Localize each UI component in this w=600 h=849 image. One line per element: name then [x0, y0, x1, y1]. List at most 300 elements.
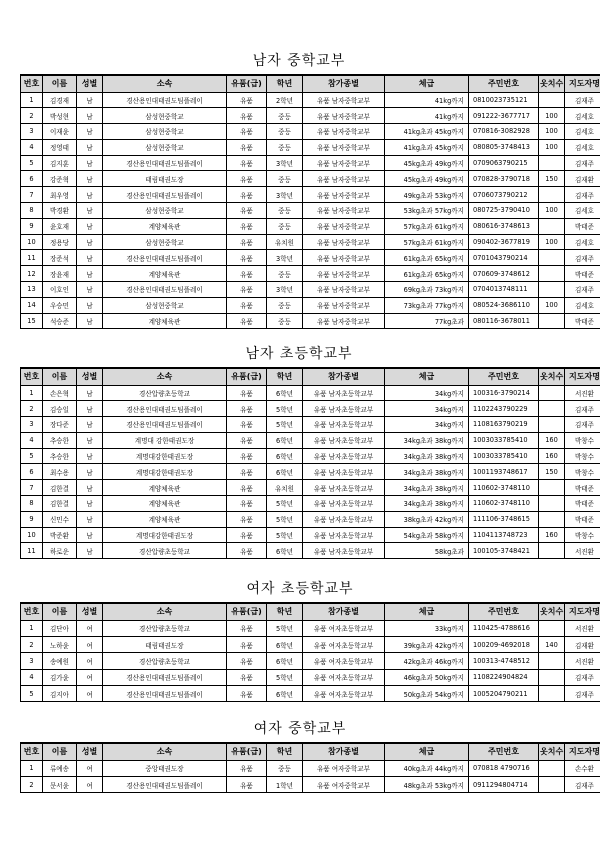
- cell-division: 유품 남자초등학교부: [303, 432, 385, 448]
- cell-weight: 34kg초과 38kg까지: [385, 496, 469, 512]
- cell-rank: 유품: [227, 92, 267, 108]
- cell-division: 유품 여자초등학교부: [303, 636, 385, 652]
- cell-size: [539, 282, 565, 298]
- cell-division: 유품 여자중학교부: [303, 760, 385, 776]
- cell-coach: 김재환: [565, 171, 600, 187]
- cell-weight: 34kg까지: [385, 401, 469, 417]
- cell-weight: 46kg초과 50kg까지: [385, 669, 469, 685]
- cell-gender: 여: [77, 636, 103, 652]
- header-weight: 체급: [385, 603, 469, 620]
- cell-weight: 42kg초과 46kg까지: [385, 653, 469, 669]
- cell-affiliation: 경산용인대태권도팀플레이: [103, 155, 227, 171]
- cell-number: 1: [21, 620, 43, 636]
- cell-name: 류예송: [43, 760, 77, 776]
- cell-gender: 남: [77, 432, 103, 448]
- cell-name: 윤호재: [43, 218, 77, 234]
- cell-id-number: 080805-3748413: [469, 139, 539, 155]
- cell-name: 문서윤: [43, 776, 77, 792]
- table-row: [21, 636, 600, 652]
- header-gender: 성별: [77, 368, 103, 385]
- cell-number: 14: [21, 297, 43, 313]
- cell-size: [539, 653, 565, 669]
- header-id-number: 주민번호: [469, 75, 539, 92]
- cell-grade: 중등: [267, 124, 303, 140]
- header-name: 이름: [43, 368, 77, 385]
- cell-name: 신민수: [43, 511, 77, 527]
- cell-grade: 중등: [267, 218, 303, 234]
- cell-affiliation: 삼성현중학교: [103, 234, 227, 250]
- roster-table: [20, 74, 600, 329]
- cell-size: [539, 92, 565, 108]
- cell-name: 장준석: [43, 250, 77, 266]
- header-division: 참가종별: [303, 603, 385, 620]
- table-row: [21, 417, 600, 433]
- cell-gender: 남: [77, 250, 103, 266]
- cell-id-number: 110602-3748110: [469, 480, 539, 496]
- cell-gender: 남: [77, 385, 103, 401]
- cell-affiliation: 계명대강한태권도장: [103, 527, 227, 543]
- cell-division: 유품 남자중학교부: [303, 282, 385, 298]
- table-row: [21, 527, 600, 543]
- cell-rank: 유품: [227, 234, 267, 250]
- cell-coach: 김재환: [565, 636, 600, 652]
- cell-size: 100: [539, 124, 565, 140]
- cell-division: 유품 남자초등학교부: [303, 448, 385, 464]
- cell-rank: 유품: [227, 464, 267, 480]
- cell-grade: 6학년: [267, 653, 303, 669]
- cell-rank: 유품: [227, 155, 267, 171]
- header-id-number: 주민번호: [469, 603, 539, 620]
- cell-number: 1: [21, 760, 43, 776]
- table-row: [21, 313, 600, 329]
- cell-size: 100: [539, 108, 565, 124]
- header-number: 번호: [21, 603, 43, 620]
- cell-id-number: 080524-3686110: [469, 297, 539, 313]
- cell-rank: 유품: [227, 108, 267, 124]
- cell-name: 노하윤: [43, 636, 77, 652]
- cell-id-number: 1003033785410: [469, 432, 539, 448]
- table-row: [21, 760, 600, 776]
- cell-affiliation: 계양체육관: [103, 496, 227, 512]
- header-gender: 성별: [77, 743, 103, 760]
- header-name: 이름: [43, 743, 77, 760]
- cell-coach: 박창수: [565, 448, 600, 464]
- cell-size: [539, 511, 565, 527]
- cell-weight: 34kg초과 38kg까지: [385, 480, 469, 496]
- cell-id-number: 070609-3748612: [469, 266, 539, 282]
- cell-id-number: 0706073790212: [469, 187, 539, 203]
- cell-division: 유품 여자초등학교부: [303, 653, 385, 669]
- cell-size: [539, 313, 565, 329]
- cell-affiliation: 계양체육관: [103, 218, 227, 234]
- cell-gender: 남: [77, 480, 103, 496]
- cell-name: 김한결: [43, 480, 77, 496]
- cell-number: 10: [21, 527, 43, 543]
- cell-gender: 남: [77, 266, 103, 282]
- cell-division: 유품 남자초등학교부: [303, 464, 385, 480]
- cell-number: 4: [21, 432, 43, 448]
- cell-affiliation: 태림태권도장: [103, 636, 227, 652]
- cell-division: 유품 남자중학교부: [303, 187, 385, 203]
- table-row: [21, 464, 600, 480]
- cell-weight: 39kg초과 42kg까지: [385, 636, 469, 652]
- cell-rank: 유품: [227, 124, 267, 140]
- section-title: 여자 중학교부: [253, 721, 347, 737]
- table-row: [21, 448, 600, 464]
- cell-affiliation: 계명대 강한태권도장: [103, 432, 227, 448]
- cell-rank: 유품: [227, 187, 267, 203]
- cell-weight: 34kg까지: [385, 417, 469, 433]
- cell-rank: 유품: [227, 669, 267, 685]
- table-row: [21, 108, 600, 124]
- cell-number: 9: [21, 218, 43, 234]
- cell-name: 하로운: [43, 543, 77, 559]
- cell-number: 11: [21, 250, 43, 266]
- cell-number: 8: [21, 203, 43, 219]
- cell-id-number: 0709063790215: [469, 155, 539, 171]
- cell-coach: 김세호: [565, 124, 600, 140]
- table-row: [21, 234, 600, 250]
- cell-weight: 57kg초과 61kg까지: [385, 218, 469, 234]
- cell-id-number: 0704013748111: [469, 282, 539, 298]
- cell-division: 유품 여자중학교부: [303, 776, 385, 792]
- cell-gender: 남: [77, 187, 103, 203]
- cell-gender: 여: [77, 653, 103, 669]
- cell-gender: 남: [77, 155, 103, 171]
- table-row: [21, 282, 600, 298]
- cell-size: [539, 760, 565, 776]
- cell-grade: 2학년: [267, 92, 303, 108]
- cell-name: 박성현: [43, 108, 77, 124]
- cell-size: 140: [539, 636, 565, 652]
- table-row: [21, 620, 600, 636]
- cell-grade: 6학년: [267, 686, 303, 702]
- cell-gender: 남: [77, 527, 103, 543]
- cell-size: 100: [539, 234, 565, 250]
- cell-rank: 유품: [227, 432, 267, 448]
- cell-rank: 유품: [227, 266, 267, 282]
- cell-coach: 박태준: [565, 480, 600, 496]
- cell-gender: 남: [77, 313, 103, 329]
- cell-name: 김승일: [43, 401, 77, 417]
- cell-gender: 남: [77, 218, 103, 234]
- cell-gender: 남: [77, 448, 103, 464]
- cell-number: 15: [21, 313, 43, 329]
- cell-gender: 남: [77, 401, 103, 417]
- cell-division: 유품 남자초등학교부: [303, 385, 385, 401]
- cell-size: [539, 686, 565, 702]
- header-weight: 체급: [385, 75, 469, 92]
- cell-grade: 6학년: [267, 432, 303, 448]
- cell-weight: 34kg까지: [385, 385, 469, 401]
- cell-rank: 유품: [227, 401, 267, 417]
- cell-gender: 여: [77, 620, 103, 636]
- cell-rank: 유품: [227, 480, 267, 496]
- cell-coach: 김재주: [565, 686, 600, 702]
- cell-coach: 김세호: [565, 297, 600, 313]
- cell-division: 유품 남자초등학교부: [303, 496, 385, 512]
- cell-rank: 유품: [227, 417, 267, 433]
- cell-number: 12: [21, 266, 43, 282]
- cell-weight: 53kg초과 57kg까지: [385, 203, 469, 219]
- table-row: [21, 496, 600, 512]
- cell-affiliation: 경산용인대태권도팀플레이: [103, 187, 227, 203]
- cell-size: 100: [539, 139, 565, 155]
- cell-number: 2: [21, 401, 43, 417]
- cell-affiliation: 경산용인대태권도팀플레이: [103, 669, 227, 685]
- header-gender: 성별: [77, 75, 103, 92]
- cell-number: 3: [21, 417, 43, 433]
- header-affiliation: 소속: [103, 75, 227, 92]
- cell-grade: 유치원: [267, 234, 303, 250]
- cell-division: 유품 남자초등학교부: [303, 527, 385, 543]
- cell-grade: 3학년: [267, 155, 303, 171]
- cell-coach: 김재주: [565, 417, 600, 433]
- cell-rank: 유품: [227, 760, 267, 776]
- cell-grade: 6학년: [267, 464, 303, 480]
- cell-division: 유품 남자중학교부: [303, 234, 385, 250]
- cell-number: 1: [21, 385, 43, 401]
- cell-affiliation: 경산용인대태권도팀플레이: [103, 92, 227, 108]
- cell-coach: 박태준: [565, 266, 600, 282]
- header-size: 옷치수: [539, 603, 565, 620]
- cell-coach: 김재주: [565, 155, 600, 171]
- cell-division: 유품 남자초등학교부: [303, 543, 385, 559]
- roster-table: [20, 602, 600, 702]
- cell-grade: 1학년: [267, 776, 303, 792]
- cell-grade: 중등: [267, 139, 303, 155]
- table-row: [21, 187, 600, 203]
- cell-name: 추승한: [43, 432, 77, 448]
- cell-weight: 49kg초과 53kg까지: [385, 187, 469, 203]
- header-number: 번호: [21, 368, 43, 385]
- header-size: 옷치수: [539, 368, 565, 385]
- table-row: [21, 686, 600, 702]
- cell-number: 8: [21, 496, 43, 512]
- cell-number: 4: [21, 669, 43, 685]
- table-row: [21, 297, 600, 313]
- cell-grade: 중등: [267, 297, 303, 313]
- cell-id-number: 070816-3082928: [469, 124, 539, 140]
- cell-division: 유품 남자중학교부: [303, 108, 385, 124]
- cell-division: 유품 여자초등학교부: [303, 669, 385, 685]
- cell-gender: 여: [77, 669, 103, 685]
- cell-division: 유품 남자중학교부: [303, 203, 385, 219]
- header-coach: 지도자명: [565, 368, 600, 385]
- cell-size: 150: [539, 171, 565, 187]
- cell-grade: 중등: [267, 108, 303, 124]
- cell-rank: 유품: [227, 620, 267, 636]
- cell-name: 박준환: [43, 527, 77, 543]
- cell-coach: 김재주: [565, 776, 600, 792]
- cell-rank: 유품: [227, 385, 267, 401]
- header-coach: 지도자명: [565, 603, 600, 620]
- cell-name: 강준혁: [43, 171, 77, 187]
- cell-division: 유품 남자중학교부: [303, 155, 385, 171]
- cell-grade: 중등: [267, 313, 303, 329]
- cell-name: 추승한: [43, 448, 77, 464]
- cell-number: 10: [21, 234, 43, 250]
- section-title: 남자 중학교부: [252, 53, 346, 69]
- cell-division: 유품 남자중학교부: [303, 124, 385, 140]
- cell-name: 이호인: [43, 282, 77, 298]
- cell-name: 김경재: [43, 92, 77, 108]
- cell-rank: 유품: [227, 297, 267, 313]
- header-rank: 유품(급): [227, 743, 267, 760]
- cell-affiliation: 경산압량초등학교: [103, 385, 227, 401]
- header-grade: 학년: [267, 743, 303, 760]
- cell-division: 유품 남자초등학교부: [303, 401, 385, 417]
- cell-division: 유품 남자중학교부: [303, 92, 385, 108]
- cell-number: 6: [21, 171, 43, 187]
- cell-coach: 박창수: [565, 432, 600, 448]
- cell-id-number: 090402-3677819: [469, 234, 539, 250]
- cell-grade: 3학년: [267, 187, 303, 203]
- cell-coach: 김재주: [565, 669, 600, 685]
- cell-grade: 6학년: [267, 385, 303, 401]
- cell-affiliation: 삼성현중학교: [103, 203, 227, 219]
- cell-name: 석승준: [43, 313, 77, 329]
- cell-size: [539, 776, 565, 792]
- cell-size: [539, 669, 565, 685]
- cell-coach: 김재주: [565, 282, 600, 298]
- cell-gender: 남: [77, 92, 103, 108]
- table-row: [21, 653, 600, 669]
- cell-gender: 남: [77, 234, 103, 250]
- cell-id-number: 111106-3748615: [469, 511, 539, 527]
- cell-coach: 박태준: [565, 218, 600, 234]
- cell-rank: 유품: [227, 496, 267, 512]
- cell-rank: 유품: [227, 218, 267, 234]
- cell-weight: 77kg초과: [385, 313, 469, 329]
- section-girls-elementary: [20, 578, 600, 702]
- section-girls-middle: [20, 718, 600, 793]
- cell-gender: 남: [77, 139, 103, 155]
- header-rank: 유품(급): [227, 368, 267, 385]
- cell-number: 7: [21, 480, 43, 496]
- table-row: [21, 432, 600, 448]
- cell-weight: 58kg초과: [385, 543, 469, 559]
- cell-name: 김한결: [43, 496, 77, 512]
- cell-gender: 남: [77, 203, 103, 219]
- cell-coach: 김세호: [565, 139, 600, 155]
- cell-grade: 중등: [267, 203, 303, 219]
- header-number: 번호: [21, 75, 43, 92]
- cell-grade: 5학년: [267, 620, 303, 636]
- roster-table: [20, 367, 600, 559]
- cell-grade: 6학년: [267, 543, 303, 559]
- cell-gender: 남: [77, 543, 103, 559]
- cell-number: 5: [21, 686, 43, 702]
- cell-id-number: 1102243790229: [469, 401, 539, 417]
- cell-id-number: 080725-3790410: [469, 203, 539, 219]
- cell-id-number: 0810023735121: [469, 92, 539, 108]
- cell-affiliation: 경산용인대태권도팀플레이: [103, 250, 227, 266]
- cell-rank: 유품: [227, 776, 267, 792]
- cell-coach: 박태준: [565, 313, 600, 329]
- cell-size: 160: [539, 448, 565, 464]
- cell-name: 장다준: [43, 417, 77, 433]
- header-number: 번호: [21, 743, 43, 760]
- cell-size: 150: [539, 464, 565, 480]
- cell-id-number: 1001193748617: [469, 464, 539, 480]
- table-header-row: [21, 743, 600, 760]
- cell-division: 유품 남자중학교부: [303, 171, 385, 187]
- table-row: [21, 218, 600, 234]
- cell-coach: 김재주: [565, 92, 600, 108]
- header-division: 참가종별: [303, 368, 385, 385]
- header-id-number: 주민번호: [469, 743, 539, 760]
- cell-rank: 유품: [227, 171, 267, 187]
- cell-id-number: 100105-3748421: [469, 543, 539, 559]
- cell-grade: 5학년: [267, 511, 303, 527]
- cell-grade: 5학년: [267, 496, 303, 512]
- cell-id-number: 070818 4790716: [469, 760, 539, 776]
- cell-rank: 유품: [227, 139, 267, 155]
- header-size: 옷치수: [539, 743, 565, 760]
- header-weight: 체급: [385, 368, 469, 385]
- cell-coach: 서진환: [565, 620, 600, 636]
- cell-name: 김지아: [43, 686, 77, 702]
- table-row: [21, 124, 600, 140]
- cell-name: 김단아: [43, 620, 77, 636]
- section-title: 여자 초등학교부: [246, 581, 354, 597]
- cell-gender: 남: [77, 511, 103, 527]
- cell-size: [539, 218, 565, 234]
- cell-number: 2: [21, 108, 43, 124]
- cell-weight: 40kg초과 44kg까지: [385, 760, 469, 776]
- header-grade: 학년: [267, 603, 303, 620]
- cell-name: 정영태: [43, 139, 77, 155]
- cell-size: [539, 385, 565, 401]
- cell-weight: 41kg초과 45kg까지: [385, 139, 469, 155]
- cell-id-number: 070828-3790718: [469, 171, 539, 187]
- cell-weight: 48kg초과 53kg까지: [385, 776, 469, 792]
- cell-coach: 김세호: [565, 203, 600, 219]
- table-row: [21, 776, 600, 792]
- cell-weight: 41kg초과 45kg까지: [385, 124, 469, 140]
- cell-size: [539, 543, 565, 559]
- cell-id-number: 100313-4748512: [469, 653, 539, 669]
- cell-number: 4: [21, 139, 43, 155]
- cell-grade: 5학년: [267, 401, 303, 417]
- table-row: [21, 139, 600, 155]
- cell-grade: 6학년: [267, 448, 303, 464]
- cell-affiliation: 계양체육관: [103, 480, 227, 496]
- cell-weight: 33kg까지: [385, 620, 469, 636]
- cell-size: [539, 187, 565, 203]
- cell-weight: 41kg까지: [385, 92, 469, 108]
- cell-weight: 61kg초과 65kg까지: [385, 266, 469, 282]
- cell-id-number: 110602-3748110: [469, 496, 539, 512]
- cell-division: 유품 남자중학교부: [303, 313, 385, 329]
- cell-coach: 김재주: [565, 250, 600, 266]
- cell-affiliation: 계명대강한태권도장: [103, 448, 227, 464]
- cell-number: 2: [21, 636, 43, 652]
- cell-weight: 34kg초과 38kg까지: [385, 432, 469, 448]
- cell-weight: 45kg초과 49kg까지: [385, 171, 469, 187]
- cell-size: 100: [539, 297, 565, 313]
- cell-id-number: 110425-4788616: [469, 620, 539, 636]
- cell-coach: 김재주: [565, 401, 600, 417]
- cell-weight: 73kg초과 77kg까지: [385, 297, 469, 313]
- table-row: [21, 266, 600, 282]
- header-rank: 유품(급): [227, 75, 267, 92]
- cell-affiliation: 중앙태권도장: [103, 760, 227, 776]
- cell-id-number: 091222-3677717: [469, 108, 539, 124]
- cell-affiliation: 삼성현중학교: [103, 139, 227, 155]
- section-title: 남자 초등학교부: [245, 346, 353, 362]
